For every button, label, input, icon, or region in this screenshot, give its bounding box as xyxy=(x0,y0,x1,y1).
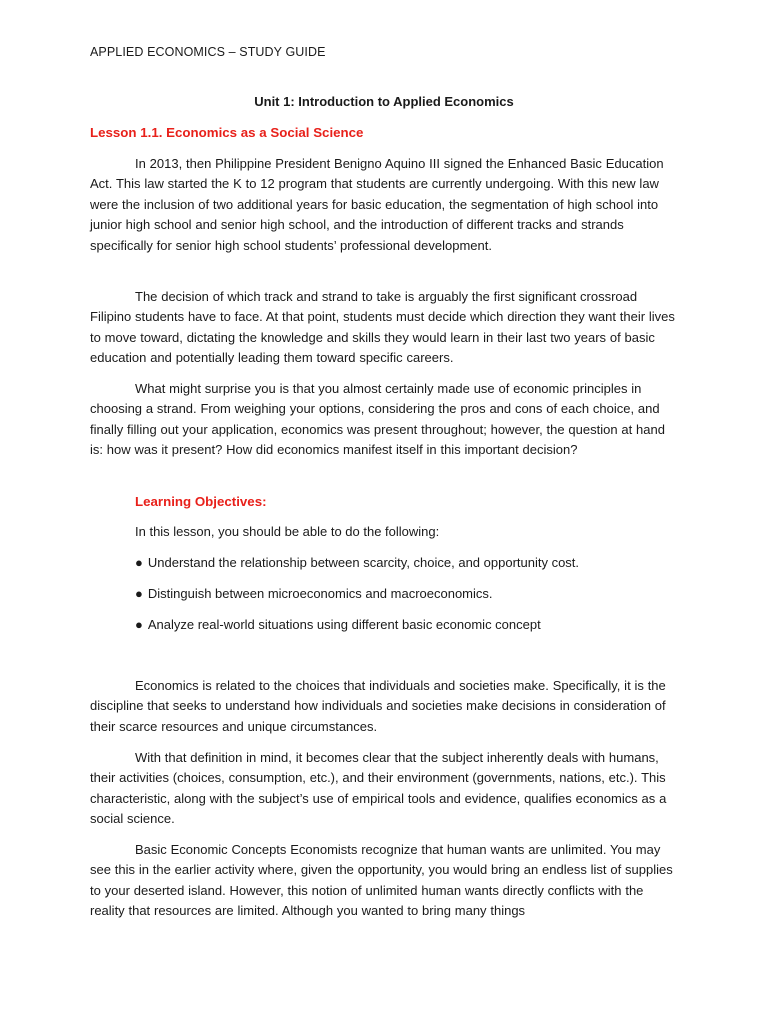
bullet-icon: ● xyxy=(135,617,143,632)
objective-item xyxy=(135,615,541,635)
body-paragraph: Basic Economic Concepts Economists recognize that human wants are unlimited. You may see this in the earlier activity where, given the opportunity, you would bring an endless list of supplies to your deserted island. However, this notion of unlimited human wants directly conflicts with the reality that resources are limited. Although you wanted to bring many things xyxy=(90,842,673,919)
objective-text: Understand the relationship between scarcity, choice, and opportunity cost. xyxy=(147,555,580,570)
lesson-title: Lesson 1.1. Economics as a Social Science xyxy=(90,125,364,140)
objective-text: Analyze real-world situations using different basic economic concept xyxy=(147,617,541,632)
objective-item xyxy=(135,553,579,573)
intro-paragraph: The decision of which track and strand to take is arguably the first significant crossroad Filipino students have to face. At that point, students must decide which direction they want their lives to move toward, dictating the knowledge and skills they would learn in their last two years of basic education and potentially leading them toward specific careers. xyxy=(90,289,675,366)
bullet-icon: ● xyxy=(135,555,143,570)
objectives-heading: Learning Objectives: xyxy=(135,494,267,509)
intro-paragraph: What might surprise you is that you almost certainly made use of economic principles in choosing a strand. From weighing your options, considering the pros and cons of each choice, and finally filling out your application, economics was present throughout; however, the question at hand is: how was it present? How did economics manifest itself in this important decision? xyxy=(90,381,665,458)
objective-text: Distinguish between microeconomics and macroeconomics. xyxy=(147,586,493,601)
unit-title: Unit 1: Introduction to Applied Economics xyxy=(254,94,514,109)
objectives-intro: In this lesson, you should be able to do the following: xyxy=(135,524,440,539)
bullet-icon: ● xyxy=(135,586,143,601)
objective-item xyxy=(135,584,493,604)
body-paragraph: With that definition in mind, it becomes clear that the subject inherently deals with humans, their activities (choices, consumption, etc.), and their environment (governments, nations, etc.). This characteristic, along with the subject’s use of empirical tools and evidence, qualifies economics as a social science. xyxy=(90,750,667,827)
intro-paragraph: In 2013, then Philippine President Benigno Aquino III signed the Enhanced Basic Education Act. This law started the K to 12 program that students are currently undergoing. With this new law were the inclusion of two additional years for basic education, the segmentation of high school into junior high school and senior high school, and the introduction of different tracks and strands specifically for senior high school students’ professional development. xyxy=(90,156,664,253)
running-header: APPLIED ECONOMICS – STUDY GUIDE xyxy=(90,45,326,59)
body-paragraph: Economics is related to the choices that individuals and societies make. Specifically, it is the discipline that seeks to understand how individuals and societies make decisions in consideration of their scarce resources and unique circumstances. xyxy=(90,678,666,734)
